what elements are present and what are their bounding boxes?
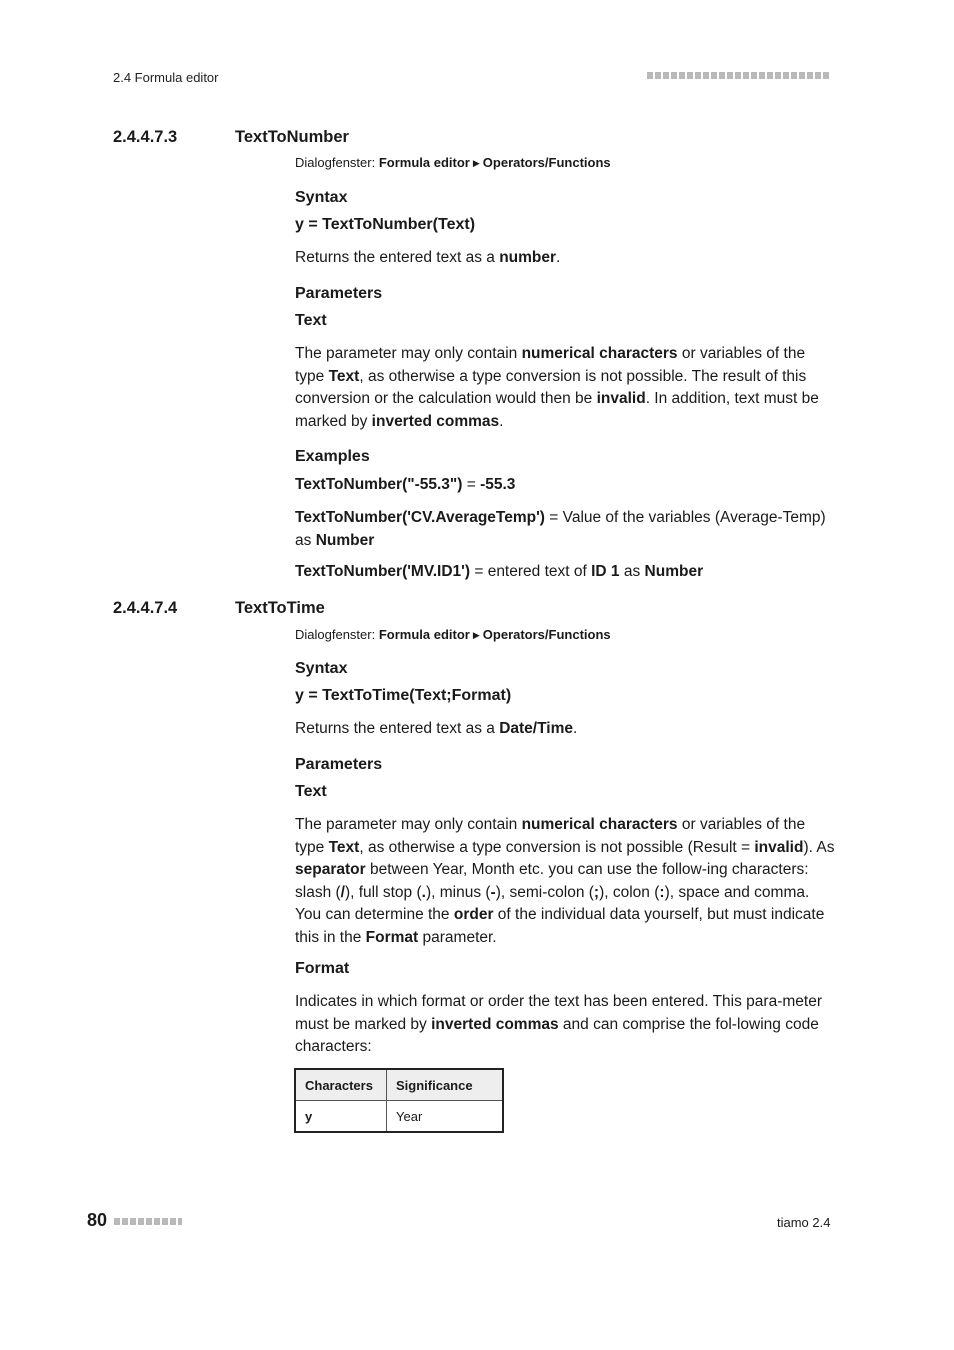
table-header-significance: Significance [387,1069,504,1101]
section-number: 2.4.4.7.4 [113,599,178,617]
dialog-path-2: Operators/Functions [482,627,611,642]
triangle-right-icon: ▶ [472,630,480,640]
returns-post: . [556,249,561,266]
header-decoration [647,72,829,79]
example-text: = [462,476,481,493]
page-number: 80 [87,1210,108,1230]
parameters-heading: Parameters [295,756,383,773]
example-1 [295,474,835,497]
table-header-row [295,1069,503,1101]
dialog-prefix: Dialogfenster: [295,627,376,642]
syntax-heading: Syntax [295,660,348,677]
example-code: TextToNumber('MV.ID1') [295,563,471,580]
dialog-prefix: Dialogfenster: [295,155,376,170]
parameter-name: Text [295,312,327,329]
emphasis-text: Text [328,838,360,856]
table-header-characters: Characters [295,1069,387,1101]
examples-heading: Examples [295,448,370,465]
returns-pre: Returns the entered text as a [295,720,500,737]
format-heading: Format [295,960,350,977]
example-text: = entered text of [470,563,592,580]
emphasis-text: inverted commas [371,412,500,430]
dialog-path [295,627,611,642]
emphasis-text: invalid [754,838,804,856]
example-result: Number [644,563,704,580]
running-header-section: 2.4 Formula editor [113,70,219,85]
section-title: TextToNumber [235,128,349,146]
table-row [295,1101,503,1133]
triangle-right-icon: ▶ [472,158,480,168]
emphasis-text: invalid [596,390,646,407]
format-code-table [294,1068,504,1133]
dialog-path [295,155,611,170]
returns-text [295,718,835,741]
returns-pre: Returns the entered text as a [295,249,500,266]
format-description: Indicates in which format or order the text has been entered. This para-meter must be marked by inverted commas and can comprise the fol-lowing code characters: [295,993,822,1055]
emphasis-text: numerical characters [521,816,678,833]
dialog-path-1: Formula editor [378,627,470,642]
syntax-heading: Syntax [295,189,348,206]
emphasis-text: . [421,883,426,901]
returns-post: . [573,720,578,737]
example-code: TextToNumber('CV.AverageTemp') [295,509,545,526]
dialog-path-2: Operators/Functions [482,155,611,170]
emphasis-text: Format [365,928,419,946]
emphasis-text: : [659,883,665,901]
parameter-description: The parameter may only contain numerical characters or variables of the type Text, as otherwise a type conversion is not possible (Result = invalid). As separator between Year, Month etc. you can use the follow-ing characters: slash (/), full stop (.), minus (-), semi-colon (;), colon (:), space and comma. You can determine the order of the individual data yourself, but must indicate this in the Format parameter. [295,816,835,946]
example-result: Number [315,531,375,549]
section-number: 2.4.4.7.3 [113,128,178,146]
emphasis-text: inverted commas [431,1015,559,1033]
dialog-path-1: Formula editor [378,155,470,170]
emphasis-text: - [490,883,496,901]
syntax-code: y = TextToTime(Text;Format) [295,687,512,704]
product-name: tiamo 2.4 [777,1215,831,1230]
footer-decoration [114,1218,182,1225]
example-result: -55.3 [480,476,516,493]
emphasis-text: / [340,883,345,901]
section-title: TextToTime [235,599,325,617]
example-3 [295,561,835,584]
example-text: as [619,563,645,580]
emphasis-text: Text [328,367,360,385]
emphasis-text: separator [295,861,366,878]
example-id: ID 1 [591,563,620,580]
emphasis-text: order [453,906,494,923]
emphasis-text: ; [593,883,600,901]
returns-text [295,247,835,270]
example-text: = Value of the variables (Average-Temp) as [295,509,826,549]
syntax-code: y = TextToNumber(Text) [295,216,476,233]
returns-type: Date/Time [499,720,574,737]
example-2 [295,507,835,552]
table-cell-character: y [295,1101,387,1133]
example-code: TextToNumber("-55.3") [295,476,463,493]
table-cell-significance: Year [387,1101,504,1133]
parameter-description: The parameter may only contain numerical characters or variables of the type Text, as otherwise a type conversion is not possible. The result of this conversion or the calculation would then be invalid. In addition, text must be marked by inverted commas. [295,345,819,430]
emphasis-text: numerical characters [521,345,678,362]
parameter-name: Text [295,783,327,800]
parameters-heading: Parameters [295,285,383,302]
returns-type: number [499,249,557,266]
